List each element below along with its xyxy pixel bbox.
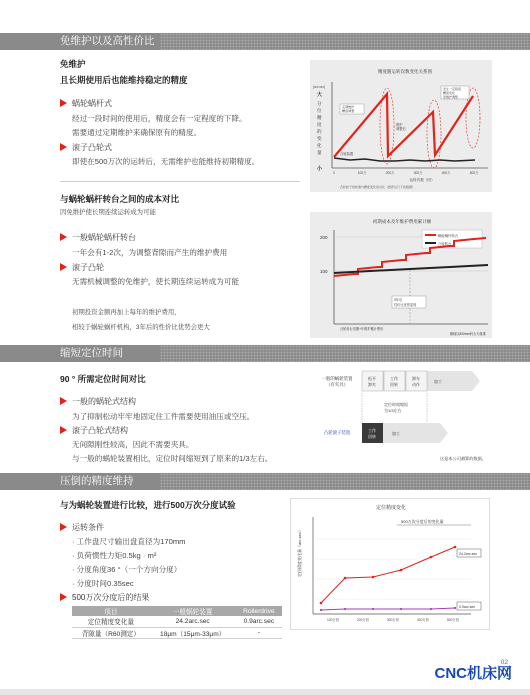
- section-title: 缩短定位时间: [60, 347, 123, 359]
- results-table: [72, 606, 282, 639]
- chart1-x-label: 运转次数（回）: [409, 178, 435, 182]
- heading-maintenance-free: 免维护: [60, 59, 86, 69]
- cam-precision-line: [321, 608, 455, 610]
- svg-text:松开: 松开: [368, 376, 376, 381]
- bullet-results: 500万次分度后的结果: [60, 591, 149, 605]
- flow-row1-arrow: [472, 371, 480, 391]
- bullet-arrow-icon: [60, 233, 67, 241]
- chart1-note-3: 发生一定程度: [443, 87, 462, 91]
- chart2-ytick-100: 100: [320, 269, 328, 274]
- flow-footnote: 这是本公司测算的数据。: [439, 456, 486, 461]
- condition-item: · 分度角度36 °（一个方向分度）: [72, 565, 182, 574]
- svg-text:分: 分: [317, 101, 322, 106]
- section-header-precision: [0, 473, 530, 490]
- chart1-note-2b: 调整后: [396, 127, 406, 131]
- precision-trend-chart: [290, 498, 490, 630]
- chart2-footnote: 横轴以500mm转台为基准: [449, 332, 486, 336]
- bullet-arrow-icon: [60, 143, 67, 151]
- worm-gear-text-1: 经过一段时间的使用后，精度会有一定程度的下降。: [72, 114, 247, 123]
- chart1-y-bottom: 小: [317, 166, 323, 172]
- bullet-arrow-icon: [60, 426, 67, 434]
- chart3-x-ticks: [327, 617, 460, 622]
- page-number: 02: [500, 659, 508, 666]
- chart3-value-worm: 24.2arc.sec: [459, 552, 478, 556]
- flow-row2-step-rotate: [362, 423, 383, 443]
- chart1-note-3c: 需维护调整: [443, 95, 459, 99]
- chart3-grid: [313, 539, 471, 599]
- general-worm-text: 为了抑制松动牢牢地固定住工件需要使用油压或空压。: [72, 412, 255, 421]
- condition-item: · 工作盘尺寸输出盘直径为170mm: [72, 537, 186, 546]
- subheading-stable-precision: 且长期使用后也能维持稳定的精度: [60, 75, 188, 85]
- bullet-arrow-icon: [60, 397, 67, 405]
- table-cell: 背隙量（R60测定）: [72, 627, 150, 638]
- worm-gear-line: [334, 94, 473, 157]
- svg-text:400万: 400万: [441, 171, 451, 175]
- svg-text:500万回: 500万回: [446, 618, 460, 622]
- bullet-roller-cam-2: 滚子凸轮: [60, 261, 104, 275]
- footer-strip: [0, 689, 530, 695]
- positioning-time-diagram: [310, 368, 490, 468]
- section-title: 压倒的精度维持: [60, 475, 134, 487]
- bullet-arrow-icon: [60, 263, 67, 271]
- roller-cam-text-1: 即使在500万次的运转后，无需维护也能维持初期精度。: [72, 157, 260, 166]
- cost-subtext: 因免维护使长期连续运转成为可能: [60, 209, 156, 216]
- flow-mid-note-2: 为1/3左右: [384, 408, 402, 413]
- roller-structure-text-1: 无间隙刚性较高，因此不需要夹具。: [72, 440, 194, 449]
- chart1-note-2: 维护: [396, 123, 403, 127]
- svg-text:变: 变: [317, 136, 322, 141]
- chart3-subtitle: 500万次分度后的变化量: [401, 519, 444, 524]
- svg-text:0: 0: [333, 171, 335, 175]
- divider: [60, 181, 300, 182]
- table-cell: 18μm（15μm-33μm）: [150, 627, 236, 638]
- svg-text:动作: 动作: [412, 382, 420, 387]
- svg-text:回转: 回转: [390, 382, 398, 387]
- chart1-footnote: 凸轮转子的转速与精度变化的对比（推荐运行下的数据）: [340, 185, 416, 189]
- roller-cam-line: [334, 158, 475, 161]
- table-header: 项目: [72, 606, 150, 616]
- site-logo: CNC机床网: [434, 665, 512, 682]
- flow-row2-arrow: [440, 423, 448, 443]
- heading-cost-comparison: 与蜗轮蜗杆转台之间的成本对比: [60, 194, 180, 204]
- section-title: 免维护以及高性价比: [60, 35, 155, 47]
- svg-text:加工: 加工: [434, 379, 442, 384]
- chart2-xnote: 凸轮转台初期+年维护累计费用: [340, 327, 384, 331]
- table-header-row: [72, 606, 282, 616]
- svg-text:500万: 500万: [469, 171, 479, 175]
- flow-row1-label-b: （有夹具）: [326, 382, 348, 387]
- roller-structure-text-2: 与一般的蜗轮装置相比，定位时间缩短到了原来的1/3左右。: [72, 454, 273, 463]
- condition-item: · 分度时间0.35sec: [72, 579, 134, 588]
- svg-text:100万: 100万: [357, 171, 367, 175]
- table-header: Rollerdrive: [236, 606, 282, 616]
- table-cell: -: [236, 627, 282, 638]
- section-header-maintenance: [0, 33, 530, 50]
- bullet-roller-cam: 滚子凸轮式: [60, 141, 112, 155]
- chart1-y-top: 大: [317, 92, 323, 98]
- bullet-arrow-icon: [60, 523, 67, 531]
- table-row: [72, 627, 282, 638]
- bullet-general-worm: 一般的蜗轮式结构: [60, 395, 136, 409]
- svg-text:400万回: 400万回: [416, 618, 430, 622]
- chart3-title: 定位精度变化: [375, 505, 407, 511]
- chart1-note-3b: 精度变化: [443, 91, 456, 95]
- chart3-value-cam: 0.9arc.sec: [459, 605, 476, 609]
- flow-row1-label: 一般的蜗轮装置: [321, 376, 353, 381]
- svg-text:精: 精: [317, 115, 322, 120]
- table-row: [72, 616, 282, 627]
- bullet-conditions: 运转条件: [60, 521, 104, 535]
- chart1-x-ticks: [333, 170, 479, 175]
- svg-text:卸夹: 卸夹: [368, 382, 376, 387]
- chart1-y-label: [317, 100, 322, 156]
- chart1-note-1: 定期维护: [342, 105, 355, 109]
- flow-row2-step-text-b: 回转: [368, 434, 376, 439]
- worm-precision-line: [321, 547, 455, 603]
- chart1-note-1b: 精度调整: [342, 109, 355, 113]
- condition-item: · 负荷惯性力矩0.5kg · m²: [72, 551, 157, 560]
- svg-text:200万: 200万: [385, 171, 395, 175]
- svg-text:工作: 工作: [390, 376, 398, 381]
- precision-change-chart: [310, 60, 492, 192]
- bullet-arrow-icon: [60, 99, 67, 107]
- svg-text:200万回: 200万回: [356, 618, 370, 622]
- table-cell: 0.9arc.sec: [236, 616, 282, 627]
- legend-label-worm: 蜗轮蜗杆转台: [438, 234, 459, 238]
- bullet-worm-gear: 蜗轮蜗杆式: [60, 97, 112, 111]
- bullet-arrow-icon: [60, 593, 67, 601]
- heading-endurance-test: 与为蜗轮装置进行比较，进行500万次分度试验: [60, 500, 236, 510]
- flow-row2-step-machining: 加工: [392, 431, 400, 436]
- svg-text:100万回: 100万回: [326, 618, 340, 622]
- svg-text:300万: 300万: [413, 171, 423, 175]
- chart2-note-2: 性价比优势显现: [394, 303, 417, 307]
- table-cell: 定位精度变化量: [72, 616, 150, 627]
- section-header-positioning: [0, 345, 530, 362]
- svg-text:度: 度: [317, 122, 322, 127]
- chart1-note-4: 凸轮装置: [340, 152, 354, 156]
- flow-row2-label: 凸轮滚子装置: [323, 430, 351, 435]
- cost-note-1: 初期投资金额再加上每年的维护费用，: [72, 309, 181, 316]
- svg-text:位: 位: [317, 108, 322, 113]
- svg-text:300万回: 300万回: [386, 618, 400, 622]
- chart2-ytick-200: 200: [320, 235, 328, 240]
- bullet-worm-table: 一般蜗轮蜗杆转台: [60, 231, 136, 245]
- table-header: 一般蜗轮装置: [150, 606, 236, 616]
- worm-gear-text-2: 需要通过定期维护来确保原有的精度。: [72, 128, 202, 137]
- chart3-y-label: 定位精度变化量（arc.sec）: [297, 528, 302, 577]
- svg-text:量: 量: [317, 150, 322, 155]
- flow-row2-step-text: 工作: [368, 428, 376, 433]
- table-cell: 24.2arc.sec: [150, 616, 236, 627]
- heading-positioning-time: 90 ° 所需定位时间对比: [60, 374, 146, 384]
- bullet-roller-structure: 滚子凸轮式结构: [60, 424, 128, 438]
- worm-table-text: 一年会有1-2次，为调整背隙而产生的维护费用: [72, 248, 228, 257]
- chart2-title: 初期成本及年维护费用累计额: [372, 219, 432, 224]
- cost-note-2: 相较于蜗轮蜗杆机构，3年后的性价比优势会更大: [72, 324, 210, 331]
- roller-cam-text-2: 无需机械调整的免维护，使长期连续运转成为可能: [72, 277, 240, 286]
- chart1-y-unit: [arc.sec]: [313, 85, 326, 89]
- chart2-note-1: 3年后: [394, 298, 403, 302]
- svg-text:的: 的: [317, 129, 322, 134]
- cost-chart: [310, 212, 492, 338]
- chart1-title: 精度随运转次数变化关系图: [378, 69, 432, 74]
- svg-text:卸车: 卸车: [412, 376, 420, 381]
- svg-text:化: 化: [317, 143, 322, 148]
- flow-mid-note-1: 定位时间缩短: [384, 402, 408, 407]
- legend-label-cam: 凸轮转台: [438, 242, 452, 246]
